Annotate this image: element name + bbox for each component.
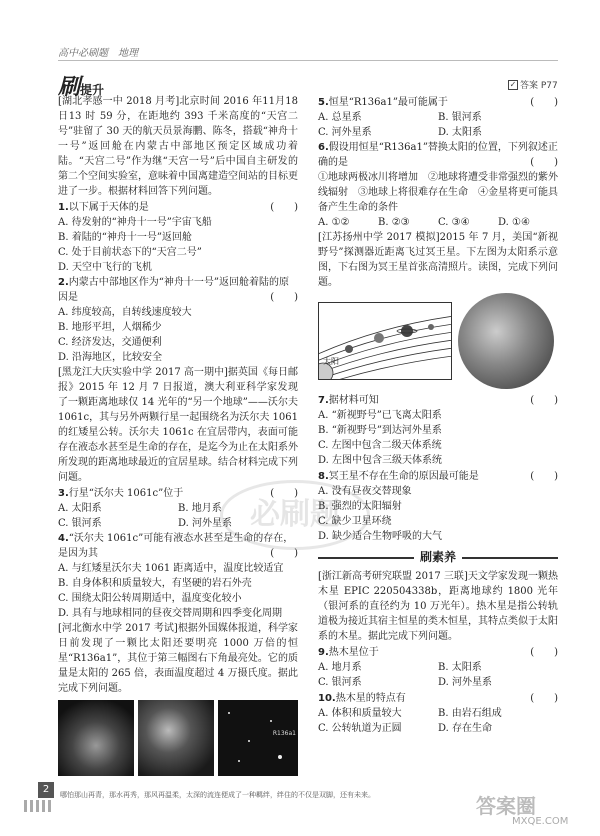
option: D. 河外星系: [438, 677, 493, 688]
option: B. 由岩石组成: [438, 708, 502, 719]
answer-blank: ( ): [270, 548, 298, 559]
q-number: 2.: [58, 277, 69, 288]
nebula-photo-3: [218, 700, 298, 776]
options-10: [318, 706, 558, 736]
material-4: [江苏扬州中学 2017 模拟]2015 年 7 月，美国“新视野号”探测器近距离飞过冥王星。下左图为太阳系示意图，下右图为冥王星首张高清照片。读图，完成下列问题。: [318, 232, 558, 288]
running-header: 高中必刷题 地理: [58, 48, 138, 59]
answer-blank: ( ): [530, 157, 558, 168]
q-number: 7.: [318, 395, 329, 406]
page-number: 2: [38, 782, 54, 798]
option: A. 没有昼夜交替现象: [318, 486, 412, 497]
star: [270, 720, 272, 722]
photo-label: R136a1: [272, 730, 296, 737]
watermark-stamp: 必刷题: [220, 480, 370, 550]
material-2: [黑龙江大庆实验中学 2017 高一期中]据英国《每日邮报》2015 年 12 月 7 日报道，澳大利亚科学家发现了一颗距离地球仅 14 光年的“另一个地球”——沃尔夫 1061c，其与另外两颗行星一起围绕名为沃尔夫 1061 的红矮星公转。沃尔夫 1061c 在宜居带内，表面可能存在液态水甚至是生命的存在，是迄今为止在太阳系外所发现的距离地球最近的宜居星球。结合材料完成下列问题。: [58, 367, 298, 483]
answer-blank: ( ): [270, 202, 298, 213]
header-divider: [58, 60, 558, 61]
question-8: [318, 469, 558, 484]
left-column: [58, 94, 298, 776]
q-stem: 行星“沃尔夫 1061c”位于: [68, 488, 184, 499]
watermark-logo: 答案圈: [476, 794, 536, 818]
star: [228, 712, 230, 714]
answer-blank: ( ): [530, 693, 558, 704]
question-10: [318, 691, 558, 706]
question-7: [318, 393, 558, 408]
star: [248, 740, 250, 742]
options-1: [58, 215, 298, 275]
option: D. 河外星系: [178, 518, 233, 529]
options-6: [318, 215, 558, 230]
q-stem: 内蒙古中部地区作为“神舟十一号”返回舱着陆的原因是: [58, 277, 289, 303]
options-3: [58, 501, 298, 531]
q-number: 5.: [318, 97, 329, 108]
q-stem: “沃尔夫 1061c”可能有液态水甚至是生命的存在，是因为其: [58, 533, 294, 559]
q-number: 1.: [58, 202, 69, 213]
option: D. 天空中飞行的飞机: [58, 262, 153, 273]
q6-statements: ①地球两极冰川将增加 ②地球将遭受非常强烈的紫外线辐射 ③地球上将很难存在生命 ④金星将更可能具备产生生命的条件: [318, 172, 558, 213]
option: B. 自身体积和质量较大，有坚硬的岩石外壳: [58, 578, 252, 589]
question-6: [318, 140, 558, 170]
sun-label: 太阳: [323, 357, 339, 366]
option: D. 左图中包含三级天体系统: [318, 455, 443, 466]
option: A. 地月系: [318, 662, 362, 673]
option: A. 太阳系: [58, 503, 102, 514]
logo-small: 提升: [80, 83, 105, 97]
option: B. 太阳系: [438, 662, 482, 673]
option: C. 银河系: [318, 677, 362, 688]
material-3: [河北衡水中学 2017 考试]根据外国媒体报道，科学家日前发现了一颗比太阳还要明亮 1000 万倍的恒星“R136a1”，其位于第三幅图右下角最亮处。它的质量是太阳的 265 倍，表面温度超过 4 万摄氏度。据此完成下列问题。: [58, 623, 298, 694]
divider: [318, 557, 414, 559]
option: D. 缺少适合生物呼吸的大气: [318, 531, 443, 542]
options-5: [318, 110, 558, 140]
option: D. 具有与地球相同的昼夜交替周期和四季变化周期: [58, 608, 283, 619]
right-column: [318, 94, 558, 736]
option: A. 待发射的“神舟十一号”宇宙飞船: [58, 217, 212, 228]
options-2: [58, 305, 298, 365]
q-number: 9.: [318, 647, 329, 658]
options-4: [58, 561, 298, 621]
option: B. 地形平坦，人烟稀少: [58, 322, 162, 333]
option: A. 纬度较高，自转线速度较大: [58, 307, 192, 318]
option: B. 地月系: [178, 503, 222, 514]
question-1: [58, 200, 298, 215]
nebula-photo-2: [138, 700, 214, 776]
section-heading: [318, 550, 558, 565]
option: C. ③④: [438, 217, 470, 228]
option: A. ①②: [318, 217, 350, 228]
section-title: 刷素养: [420, 550, 457, 564]
answer-blank: ( ): [270, 292, 298, 303]
answer-blank: ( ): [530, 395, 558, 406]
option: A. 与红矮星沃尔夫 1061 距离适中，温度比较适宜: [58, 563, 284, 574]
answer-blank: ( ): [530, 471, 558, 482]
question-2: [58, 275, 298, 305]
material-5: [浙江新高考研究联盟 2017 三联]天文学家发现一颗热木星 EPIC 220504338b，距离地球约 1800 光年（银河系的直径约为 10 万光年）。热木星是指公转轨道极为接近其宿主恒星的类木恒星，其特点类似于太阳系的木星。据此完成下列问题。: [318, 571, 558, 642]
option: B. ②③: [378, 217, 410, 228]
option: C. 河外星系: [318, 127, 372, 138]
star: [278, 755, 282, 759]
options-7: [318, 408, 558, 468]
option: A. 总星系: [318, 112, 362, 123]
option: B. “新视野号”到达河外星系: [318, 425, 442, 436]
watermark-url: MXQE.COM: [512, 816, 569, 827]
q-stem: 假设用恒星“R136a1”替换太阳的位置，下列叙述正确的是: [318, 142, 558, 168]
option: C. 缺少卫星环绕: [318, 516, 392, 527]
option: C. 银河系: [58, 518, 102, 529]
q-number: 10.: [318, 693, 336, 704]
question-5: [318, 95, 558, 110]
option: A. “新视野号”已飞离太阳系: [318, 410, 442, 421]
photo-row: [58, 700, 298, 776]
options-9: [318, 660, 558, 690]
option: C. 左图中包含二级天体系统: [318, 440, 442, 451]
answer-blank: ( ): [530, 647, 558, 658]
star: [238, 760, 240, 762]
option: D. 太阳系: [438, 127, 483, 138]
q-number: 6.: [318, 142, 329, 153]
option: B. 银河系: [438, 112, 482, 123]
option: B. 强烈的太阳辐射: [318, 501, 402, 512]
option: D. 存在生命: [438, 723, 493, 734]
option: D. 沿海地区，比较安全: [58, 352, 163, 363]
decorative-dots: [24, 800, 54, 812]
option: C. 经济发达，交通便利: [58, 337, 162, 348]
q-stem: 冥王星不存在生命的原因最可能是: [328, 471, 479, 482]
q-number: 8.: [318, 471, 329, 482]
pluto-photo: [458, 293, 554, 389]
figure-row: [318, 293, 558, 389]
q-number: 4.: [58, 533, 69, 544]
answer-blank: ( ): [530, 97, 558, 108]
q-stem: 热木星的特点有: [335, 693, 406, 704]
q-number: 3.: [58, 488, 69, 499]
material-1: [湖北孝感一中 2018 月考]北京时间 2016 年11月18日13 时 59 分，在距地约 393 千米高度的“天宫二号”驻留了 30 天的航天员景海鹏、陈冬，搭载“神舟十一号”返回舱在内蒙古中部地区预定区域成功着陆。“天宫二号”作为继“天宫一号”后中国自主研发的第二个空间实验室，意味着中国离建造空间站的目标更进了一步。根据材料回答下列问题。: [58, 96, 298, 197]
check-icon: ✓: [509, 79, 517, 89]
q-stem: 据材料可知: [328, 395, 379, 406]
option: C. 处于目前状态下的“天宫二号”: [58, 247, 202, 258]
answer-blank: ( ): [270, 488, 298, 499]
answer-page: 答案 P77: [520, 81, 558, 91]
q-stem: 以下属于天体的是: [68, 202, 149, 213]
option: B. 着陆的“神舟十一号”返回舱: [58, 232, 192, 243]
answer-reference: [508, 78, 558, 91]
question-4: [58, 531, 298, 561]
nebula-photo-1: [58, 700, 134, 776]
divider: [462, 557, 558, 559]
option: A. 体积和质量较大: [318, 708, 402, 719]
question-3: [58, 486, 298, 501]
option: C. 公转轨道为正圆: [318, 723, 402, 734]
solar-system-diagram: [318, 302, 452, 380]
options-8: [318, 484, 558, 544]
question-9: [318, 645, 558, 660]
option: C. 围绕太阳公转周期适中，温度变化较小: [58, 593, 242, 604]
option: D. ①④: [498, 217, 530, 228]
logo-big: 刷: [58, 75, 81, 100]
footer-quote: 哪怕那山再青，那水再秀，那风再温柔，太深的流连便成了一种羁绊，绊住的不仅是双脚，还有未来。: [60, 791, 375, 799]
q-stem: 恒星“R136a1”最可能属于: [328, 97, 448, 108]
q-stem: 热木星位于: [328, 647, 379, 658]
